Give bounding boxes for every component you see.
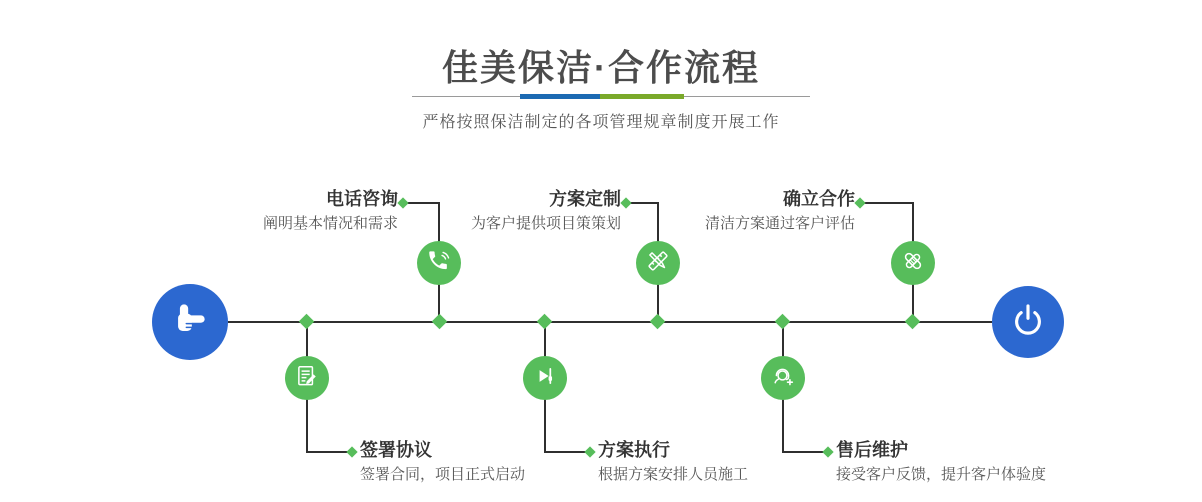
- pencil-ruler-icon: [645, 248, 671, 279]
- pointing-hand-icon: [168, 298, 212, 347]
- step-node-aftersale: [761, 356, 805, 400]
- step-node-cooperate: [891, 241, 935, 285]
- step-node-execute: [523, 356, 567, 400]
- step-label-aftersale: [836, 439, 1136, 484]
- headset-plus-icon: [770, 363, 796, 394]
- document-pen-icon: [294, 363, 320, 394]
- step-node-phone: [417, 241, 461, 285]
- step-desc: 阐明基本情况和需求: [262, 215, 398, 232]
- play-execute-icon: [532, 363, 558, 394]
- title-divider: [412, 94, 810, 100]
- label-diamond: [346, 446, 357, 457]
- start-node: [152, 284, 228, 360]
- step-label-phone: [146, 188, 398, 233]
- junction-diamond: [650, 314, 666, 330]
- step-desc: 为客户提供项目策策划: [470, 215, 621, 232]
- step-title: 售后维护: [836, 440, 908, 460]
- timeline-line: [228, 321, 992, 323]
- step-title: 电话咨询: [326, 189, 398, 209]
- step-desc: 接受客户反馈，提升客户体验度: [836, 466, 1047, 483]
- step-node-plan: [636, 241, 680, 285]
- step-node-sign: [285, 356, 329, 400]
- power-icon: [1007, 299, 1049, 346]
- step-desc: 签署合同，项目正式启动: [360, 466, 526, 483]
- step-title: 确立合作: [783, 189, 855, 209]
- phone-icon: [426, 248, 452, 279]
- junction-diamond: [537, 314, 553, 330]
- junction-diamond: [905, 314, 921, 330]
- junction-diamond: [299, 314, 315, 330]
- connector-hline-sign: [306, 451, 348, 453]
- page-subtitle: 严格按照保洁制定的各项管理规章制度开展工作: [422, 114, 780, 131]
- junction-diamond: [775, 314, 791, 330]
- step-desc: 根据方案安排人员施工: [598, 466, 749, 483]
- step-label-cooperate: [603, 188, 855, 233]
- step-desc: 清洁方案通过客户评估: [704, 215, 855, 232]
- connector-hline-cooperate: [864, 202, 914, 204]
- handshake-icon: [900, 248, 926, 279]
- step-label-plan: [369, 188, 621, 233]
- divider-green-segment: [600, 94, 684, 99]
- label-diamond: [854, 197, 865, 208]
- junction-diamond: [432, 314, 448, 330]
- step-title: 方案定制: [549, 189, 621, 209]
- divider-blue-segment: [520, 94, 600, 99]
- end-node: [992, 286, 1064, 358]
- step-title: 签署协议: [360, 440, 432, 460]
- page-title: 佳美保洁·合作流程: [442, 47, 760, 88]
- step-title: 方案执行: [598, 440, 670, 460]
